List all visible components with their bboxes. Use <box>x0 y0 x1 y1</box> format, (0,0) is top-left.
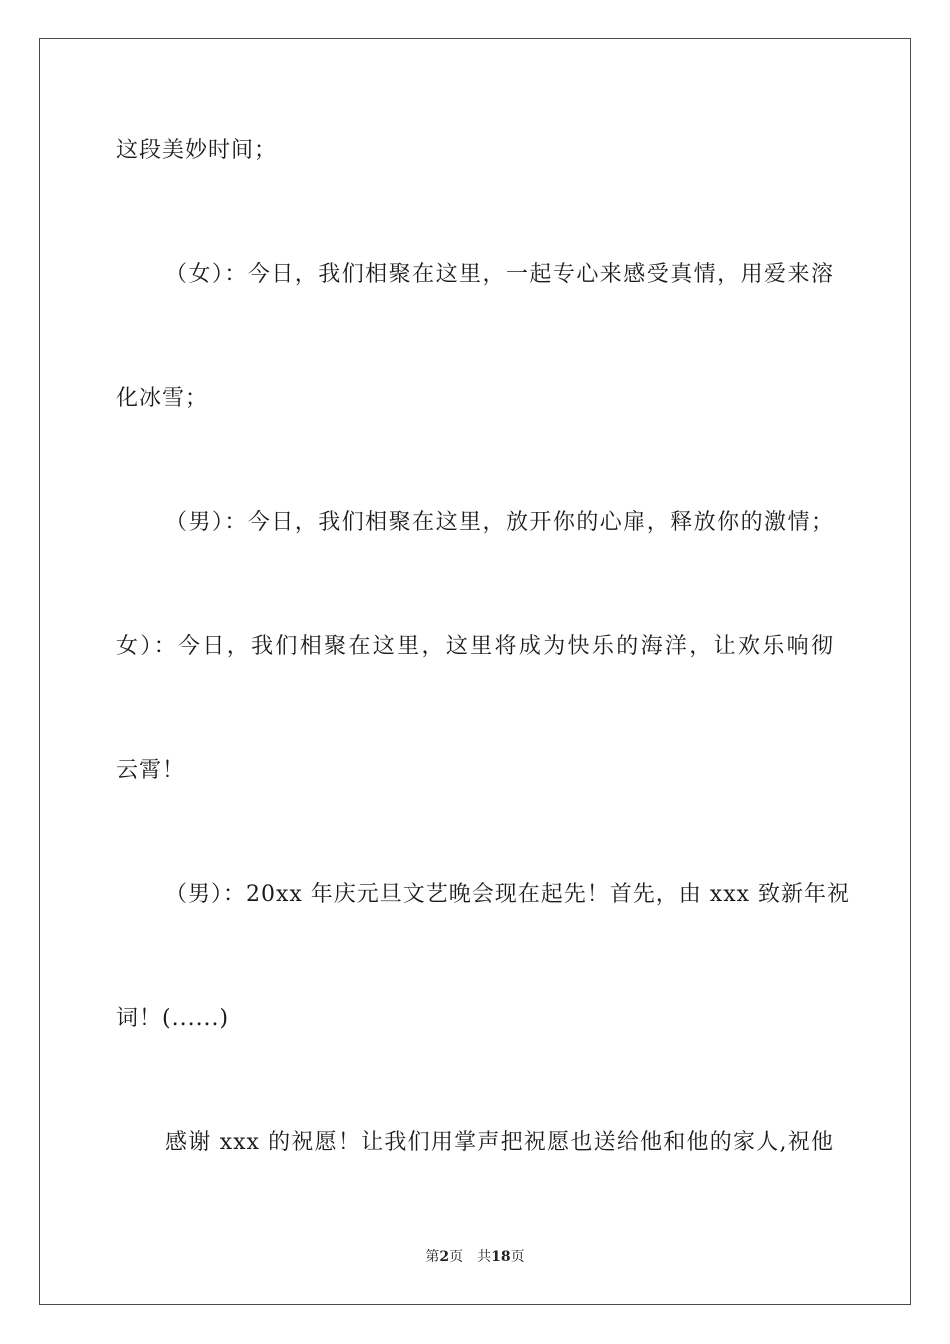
page-border <box>39 38 911 1305</box>
page-footer <box>0 1248 950 1266</box>
body-line-7: （男）：20xx 年庆元旦文艺晚会现在起先！首先，由 xxx 致新年祝 <box>165 882 851 907</box>
footer-total-pages: 18 <box>491 1249 511 1265</box>
footer-page-prefix: 第 <box>425 1249 440 1265</box>
footer-page-number: 2 <box>439 1249 450 1265</box>
body-line-9: 感谢 xxx 的祝愿！让我们用掌声把祝愿也送给他和他的家人,祝他 <box>165 1130 834 1155</box>
footer-total-prefix: 共 <box>477 1249 492 1265</box>
body-line-1: 这段美妙时间； <box>116 138 278 163</box>
body-line-4: （男）：今日，我们相聚在这里，放开你的心扉，释放你的激情； <box>165 510 834 535</box>
body-line-6: 云霄！ <box>116 758 186 783</box>
footer-total-suffix: 页 <box>510 1249 525 1265</box>
body-line-8: 词！(......) <box>116 1006 230 1031</box>
body-line-3: 化冰雪； <box>116 386 209 411</box>
body-line-5: 女）：今日，我们相聚在这里，这里将成为快乐的海洋，让欢乐响彻 <box>116 634 834 659</box>
body-line-2: （女）：今日，我们相聚在这里，一起专心来感受真情，用爱来溶 <box>165 262 834 287</box>
footer-page-suffix: 页 <box>449 1249 464 1265</box>
